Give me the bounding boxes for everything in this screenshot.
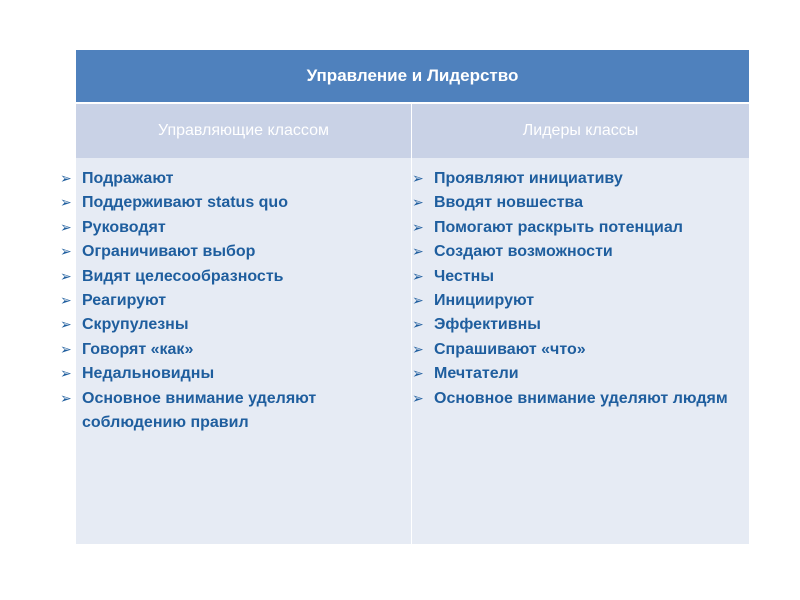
list-item (60, 216, 380, 240)
list-item (60, 313, 380, 337)
list-item-text: Спрашивают «что» (434, 340, 586, 358)
list-item-text: Создают возможности (434, 243, 613, 261)
list-item (412, 216, 748, 240)
list-item-text: Честны (434, 267, 494, 285)
arrow-bullet-icon: ➢ (412, 317, 424, 334)
arrow-bullet-icon: ➢ (60, 195, 72, 212)
left-column-header (76, 104, 412, 158)
list-item-text: Помогают раскрыть потенциал (434, 218, 683, 236)
list-item-text: Руководят (82, 218, 166, 236)
list-item-text: Скрупулезны (82, 316, 189, 334)
arrow-bullet-icon: ➢ (60, 390, 72, 407)
arrow-bullet-icon: ➢ (412, 390, 424, 407)
list-item-text: Эффективны (434, 316, 541, 334)
list-item (60, 338, 380, 362)
list-item-text: Основное внимание уделяют людям (434, 389, 728, 407)
list-item (60, 191, 380, 215)
list-item-text: Говорят «как» (82, 340, 194, 358)
list-item (60, 289, 380, 313)
column-headers (76, 104, 749, 158)
list-item (412, 240, 748, 264)
arrow-bullet-icon: ➢ (60, 171, 72, 187)
arrow-bullet-icon: ➢ (412, 195, 424, 212)
list-item (412, 362, 748, 386)
list-item (412, 338, 748, 362)
list-item-text: Реагируют (82, 292, 167, 310)
list-item (60, 362, 380, 386)
arrow-bullet-icon: ➢ (60, 219, 72, 236)
list-item (412, 313, 748, 337)
list-item-text: Недальновидны (82, 365, 215, 383)
list-item (60, 265, 380, 289)
table-title-text: Управление и Лидерство (306, 66, 519, 85)
arrow-bullet-icon: ➢ (412, 268, 424, 285)
arrow-bullet-icon: ➢ (412, 293, 424, 310)
arrow-bullet-icon: ➢ (412, 171, 424, 187)
arrow-bullet-icon: ➢ (60, 293, 72, 310)
list-item (60, 387, 380, 436)
list-item-text: Инициируют (434, 292, 535, 310)
right-column-header-text: Лидеры классы (522, 122, 639, 139)
list-item (60, 167, 380, 191)
arrow-bullet-icon: ➢ (60, 317, 72, 334)
comparison-table (60, 50, 749, 544)
arrow-bullet-icon: ➢ (60, 268, 72, 285)
list-item (60, 240, 380, 264)
list-item (412, 191, 748, 215)
left-column-cell (60, 158, 412, 544)
arrow-bullet-icon: ➢ (412, 244, 424, 261)
list-item (412, 387, 748, 411)
list-item-text: Видят целесообразность (82, 267, 284, 285)
arrow-bullet-icon: ➢ (60, 244, 72, 261)
list-item-text: Поддерживают status quo (82, 194, 288, 212)
list-item-text: Основное внимание уделяют соблюдению правил (82, 389, 317, 432)
list-item (412, 265, 748, 289)
right-column-header (412, 104, 749, 158)
arrow-bullet-icon: ➢ (412, 366, 424, 383)
list-item-text: Мечтатели (434, 365, 519, 383)
right-item-list (412, 167, 748, 411)
list-item-text: Подражают (82, 170, 174, 187)
right-column-cell (412, 158, 749, 544)
list-item (412, 289, 748, 313)
list-item-text: Ограничивают выбор (82, 243, 256, 261)
arrow-bullet-icon: ➢ (412, 341, 424, 358)
table-title (76, 50, 749, 104)
left-item-list (60, 167, 380, 435)
arrow-bullet-icon: ➢ (60, 341, 72, 358)
arrow-bullet-icon: ➢ (60, 366, 72, 383)
left-column-header-text: Управляющие классом (158, 122, 329, 139)
arrow-bullet-icon: ➢ (412, 219, 424, 236)
table-body (60, 158, 749, 544)
list-item-text: Проявляют инициативу (434, 170, 623, 187)
list-item (412, 167, 748, 191)
list-item-text: Вводят новшества (434, 194, 584, 212)
